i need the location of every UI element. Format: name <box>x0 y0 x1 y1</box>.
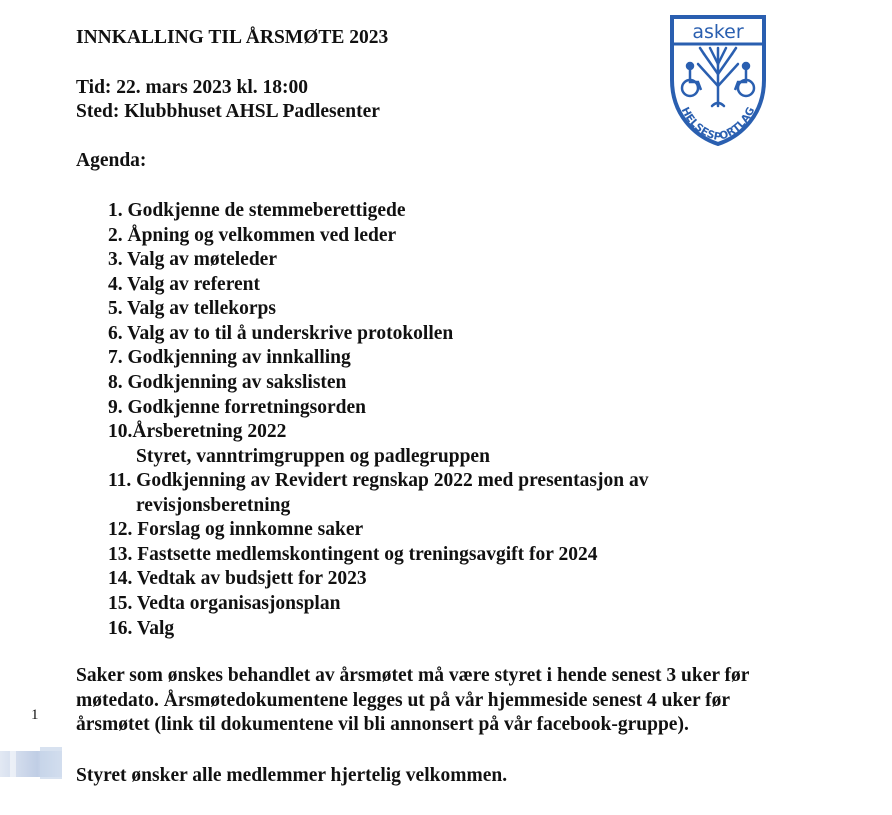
asker-helsesportlag-logo <box>668 14 768 146</box>
agenda-item-8: 8. Godkjenning av sakslisten <box>108 372 347 393</box>
agenda-item-6: 6. Valg av to til å underskrive protokollen <box>108 323 454 344</box>
document-title: INNKALLING TIL ÅRSMØTE 2023 <box>76 27 389 48</box>
agenda-item-10: 10.Årsberetning 2022 <box>108 421 287 442</box>
meeting-place: Sted: Klubbhuset AHSL Padlesenter <box>76 101 380 122</box>
agenda-item-7: 7. Godkjenning av innkalling <box>108 347 351 368</box>
agenda-item-5: 5. Valg av tellekorps <box>108 298 276 319</box>
page-scroll-marker <box>0 747 62 779</box>
agenda-item-16: 16. Valg <box>108 618 175 639</box>
agenda-item-14: 14. Vedtak av budsjett for 2023 <box>108 568 367 589</box>
agenda-item-2: 2. Åpning og velkommen ved leder <box>108 225 397 246</box>
agenda-item-3: 3. Valg av møteleder <box>108 249 277 270</box>
agenda-item-13: 13. Fastsette medlemskontingent og treningsavgift for 2024 <box>108 544 598 565</box>
logo-arc-text: HELSESPORTLAG <box>678 105 758 144</box>
agenda-item-11-continued: revisjonsberetning <box>136 495 291 516</box>
page-number: 1 <box>31 707 39 723</box>
agenda-item-10-detail: Styret, vanntrimgruppen og padlegruppen <box>136 446 490 467</box>
meeting-time: Tid: 22. mars 2023 kl. 18:00 <box>76 77 309 98</box>
agenda-item-1: 1. Godkjenne de stemmeberettigede <box>108 200 406 221</box>
agenda-item-15: 15. Vedta organisasjonsplan <box>108 593 341 614</box>
closing-line: Styret ønsker alle medlemmer hjertelig velkommen. <box>76 765 508 786</box>
agenda-item-9: 9. Godkjenne forretningsorden <box>108 397 367 418</box>
logo-asker-text: asker <box>692 21 744 43</box>
notice-line: årsmøtet (link til dokumentene vil bli annonsert på vår facebook-gruppe). <box>76 714 689 735</box>
agenda-item-4: 4. Valg av referent <box>108 274 261 295</box>
agenda-item-11: 11. Godkjenning av Revidert regnskap 2022 med presentasjon av <box>108 470 649 491</box>
notice-paragraph <box>76 664 749 738</box>
agenda-item-12: 12. Forslag og innkomne saker <box>108 519 364 540</box>
notice-line: Saker som ønskes behandlet av årsmøtet må være styret i hende senest 3 uker før <box>76 665 750 686</box>
notice-line: møtedato. Årsmøtedokumentene legges ut på vår hjemmeside senest 4 uker før <box>76 689 731 711</box>
agenda-heading: Agenda: <box>76 150 147 171</box>
